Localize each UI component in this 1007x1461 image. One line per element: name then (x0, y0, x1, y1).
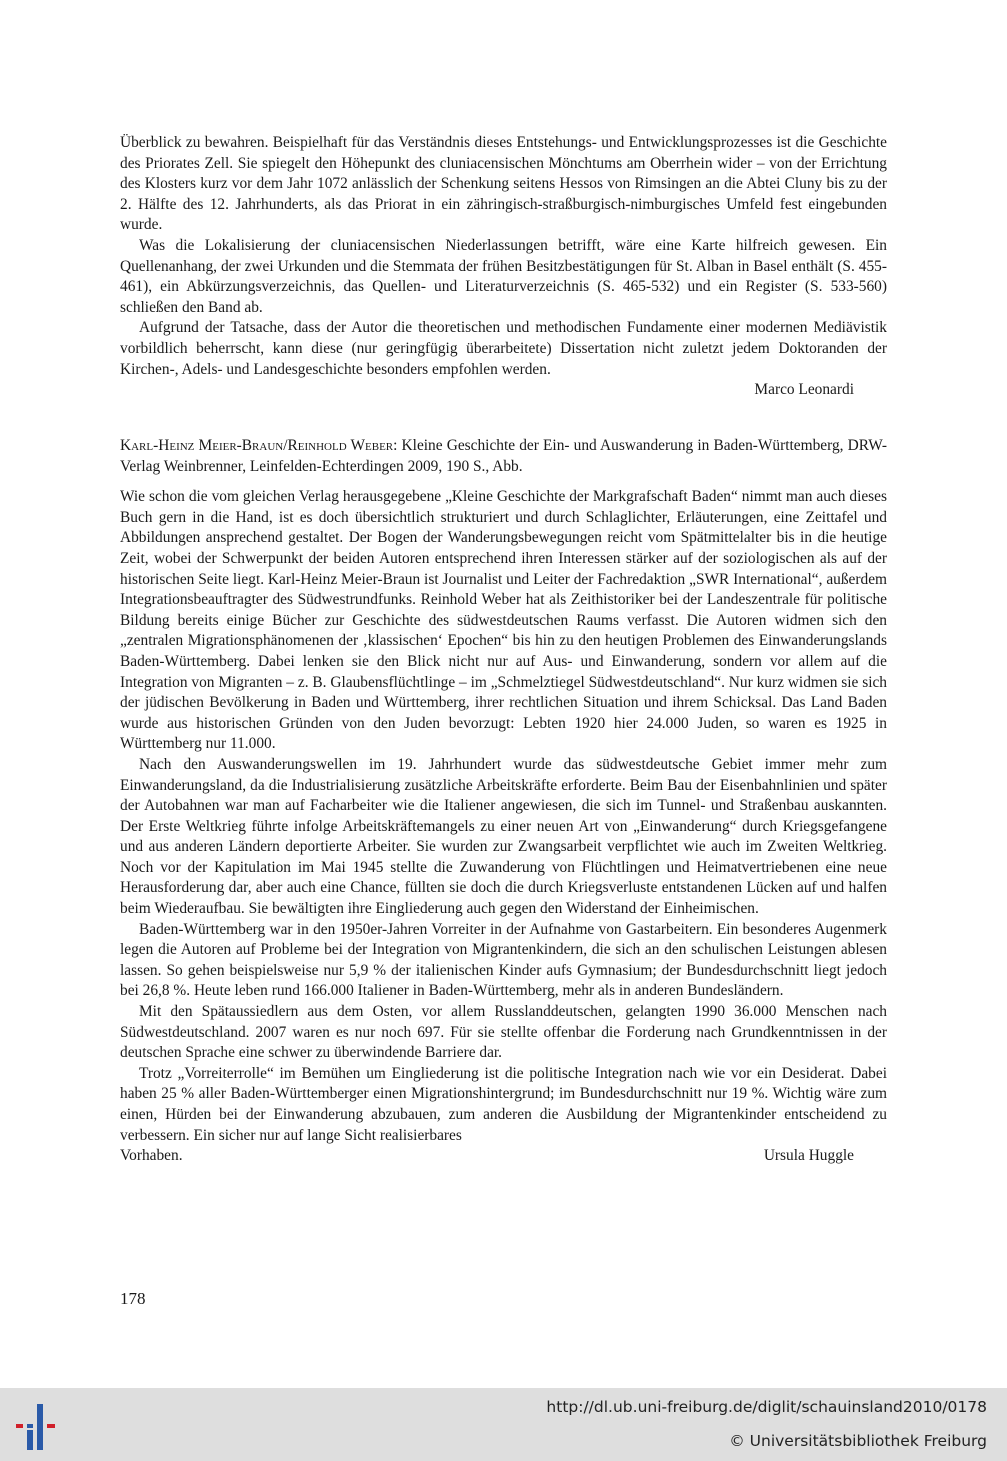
review-2-paragraph: Baden-Württemberg war in den 1950er-Jahren Vorreiter in der Aufnahme von Gastarbeitern. Ein besonderes Augenmerk legen die Autoren auf Probleme bei der Integration von Migrantenkindern, die sich an den schulischen Leistungen ablesen lassen. So gehen beispielsweise nur 5,9 % der italienischen Kinder aufs Gymnasium; der Bundesdurchschnitt liegt jedoch bei 26,8 %. Heute leben rund 166.000 Italiener in Baden-Württemberg, mehr als in anderen Bundesländern. (120, 920, 887, 1000)
review-2-paragraph: Mit den Spätaussiedlern aus dem Osten, vor allem Russlanddeutschen, gelangten 1990 36.000 Menschen nach Südwestdeutschland. 2007 waren es nur noch 697. Für sie stellte offenbar die Forderung nach Grundkenntnissen in der deutschen Sprache eine schwer zu überwindende Barriere dar. (120, 1003, 887, 1062)
review-1-paragraph: Was die Lokalisierung der cluniacensischen Niederlassungen betrifft, wäre eine Karte hilfreich gewesen. Ein Quellenanhang, der zwei Urkunden und die Stemmata der frühen Besitzbestätigungen für St. Alban in Basel enthält (S. 455-461), ein Abkürzungsverzeichnis, das Quellen- und Literaturverzeichnis (S. 465-532) und ein Register (S. 533-560) schließen den Band ab. (120, 236, 887, 316)
review-1-paragraph: Aufgrund der Tatsache, dass der Autor die theoretischen und methodischen Fundamente einer modernen Mediävistik vorbildlich beherrscht, kann diese (nur geringfügig überarbeitete) Dissertation nicht zuletzt jedem Doktoranden der Kirchen-, Adels- und Landesgeschichte besonders empfohlen werden. (120, 319, 887, 378)
review-2-authors: Karl-Heinz Meier-Braun/Reinhold Weber (120, 437, 394, 454)
review-2-paragraph: Wie schon die vom gleichen Verlag herausgegebene „Kleine Geschichte der Markgrafschaft Baden“ nimmt man auch dieses Buch gern in die Hand, ist es doch übersichtlich strukturiert und durch Schlaglichter, Erläuterungen, eine Zeittafel und Abbildungen ansprechend gestaltet. Der Bogen der Wanderungsbewegungen reicht vom Spätmittelalter bis in die heutige Zeit, wobei der Schwerpunkt der beiden Autoren entsprechend ihren Interessen stärker auf der soziologischen als auf der historischen Seite liegt. Karl-Heinz Meier-Braun ist Journalist und Leiter der Fachredaktion „SWR International“, außerdem Integrationsbeauftragter des Südwestrundfunks. Reinhold Weber hat als Zeithistoriker bei der Landeszentrale für politische Bildung bereits einige Bücher zur Geschichte des südwestdeutschen Raums verfasst. Die Autoren widmen sich den „zentralen Migrationsphänomenen der ‚klassischen‘ Epochen“ bis hin zu den heutigen Problemen des Einwanderungslands Baden-Württemberg. Dabei lenken sie den Blick nicht nur auf Aus- und Einwanderung, sondern vor allem auf die Integration von Migranten – z. B. Glaubensflüchtlinge – im „Schmelztiegel Südwestdeutschland“. Nur kurz widmen sie sich der jüdischen Bevölkerung in Baden und Württemberg, ihrer rechtlichen Situation und ihrem Schicksal. Das Land Baden wurde aus historischen Gründen von den Juden bevorzugt: Lebten 1920 hier 24.000 Juden, so waren es 1925 in Württemberg nur 11.000. (120, 488, 887, 753)
review-2-title: : Kleine Geschichte der Ein- und Auswanderung in Baden-Württemberg, DRW-Verlag Weinbrenner, Leinfelden-Echterdingen 2009, 190 S., Abb. (120, 437, 887, 475)
review-1 (120, 133, 887, 401)
footer-url-link[interactable]: http://dl.ub.uni-freiburg.de/diglit/schauinsland2010/0178 (546, 1398, 987, 1416)
page-number: 178 (120, 1289, 146, 1308)
review-2-last-word: Vorhaben. (120, 1147, 183, 1165)
review-2-signature: Ursula Huggle (763, 1147, 854, 1165)
footer-copyright: © Universitätsbibliothek Freiburg (729, 1432, 987, 1450)
review-2-closing-line (120, 1146, 887, 1167)
review-2-paragraph: Trotz „Vorreiterrolle“ im Bemühen um Eingliederung ist die politische Integration nach wie vor ein Desiderat. Dabei haben 25 % aller Baden-Württemberger einen Migrationshintergrund; im Bundesdurchschnitt nur 19 %. Wichtig wäre zum einen, Hürden bei der Einwanderung abzubauen, zum anderen die Ausbildung der Migrantenkinder entscheidend zu verbessern. Ein sicher nur auf lange Sicht realisierbares (120, 1064, 887, 1144)
footer-bar (0, 1388, 1007, 1461)
review-2-paragraph: Nach den Auswanderungswellen im 19. Jahrhundert wurde das südwestdeutsche Gebiet immer mehr zum Einwanderungsland, da die Industrialisierung zusätzliche Arbeitskräfte erforderte. Beim Bau der Eisenbahnlinien und später der Autobahnen war man auf Facharbeiter wie die Italiener angewiesen, die sich im Tunnel- und Straßenbau auskannten. Der Erste Weltkrieg führte infolge Arbeitskräftemangels zu einer neuen Art von „Einwanderung“ durch Kriegsgefangene und aus anderen Ländern deportierte Arbeiter. Sie wurden zur Zwangsarbeit verpflichtet wie auch im Zweiten Weltkrieg. Noch vor der Kapitulation im Mai 1945 stellte die Zuwanderung von Flüchtlingen und Heimatvertriebenen eine neue Herausforderung dar, aber auch eine Chance, füllten sie doch die durch Kriegsverluste entstandenen Lücken auf und halfen beim Wiederaufbau. Sie bewältigten ihre Eingliederung auch gegen den Widerstand der Einheimischen. (120, 755, 887, 918)
review-2-heading (120, 436, 887, 477)
review-1-signature: Marco Leonardi (754, 381, 854, 399)
review-1-paragraph: Überblick zu bewahren. Beispielhaft für das Verständnis dieses Entstehungs- und Entwicklungsprozesses ist die Geschichte des Priorates Zell. Sie spiegelt den Höhepunkt des cluniacensischen Mönchtums am Oberrhein wider – von der Errichtung des Klosters kurz vor dem Jahr 1072 anlässlich der Schenkung seitens Hessos von Rimsingen an die Abtei Cluny bis zu der 2. Hälfte des 12. Jahrhunderts, als das Priorat in ein zähringisch-straßburgisch-nimburgisches Umfeld fest eingebunden wurde. (120, 134, 887, 234)
library-logo-icon (12, 1402, 64, 1452)
review-2 (120, 436, 887, 1167)
